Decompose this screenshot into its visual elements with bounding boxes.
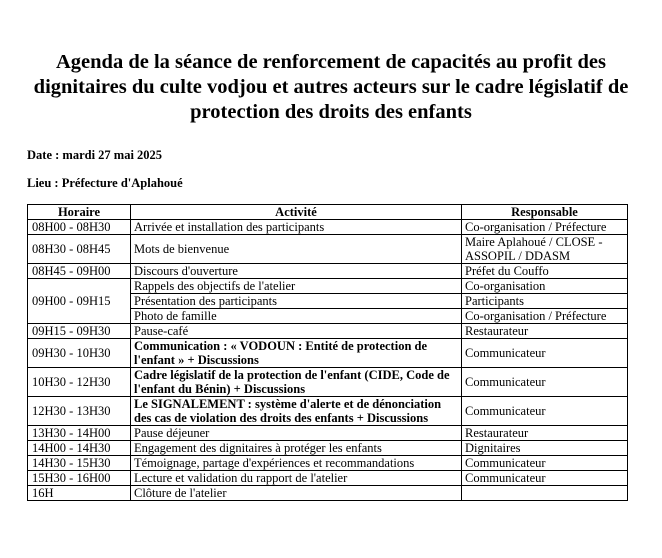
time-cell: 13H30 - 14H00	[28, 426, 131, 441]
table-row	[28, 471, 628, 486]
time-cell: 14H00 - 14H30	[28, 441, 131, 456]
responsible-cell	[462, 486, 628, 501]
time-cell: 09H15 - 09H30	[28, 324, 131, 339]
time-cell: 08H00 - 08H30	[28, 220, 131, 235]
activity-cell: Mots de bienvenue	[131, 235, 462, 264]
time-cell: 10H30 - 12H30	[28, 368, 131, 397]
time-cell: 15H30 - 16H00	[28, 471, 131, 486]
table-row	[28, 279, 628, 294]
activity-cell: Le SIGNALEMENT : système d'alerte et de dénonciation des cas de violation des droits des enfants + Discussions	[131, 397, 462, 426]
responsible-cell: Restaurateur	[462, 324, 628, 339]
table-row	[28, 235, 628, 264]
location-line: Lieu : Préfecture d'Aplahoué	[27, 176, 183, 190]
header-activite: Activité	[131, 205, 462, 220]
activity-cell: Discours d'ouverture	[131, 264, 462, 279]
activity-cell: Engagement des dignitaires à protéger les enfants	[131, 441, 462, 456]
responsible-cell: Restaurateur	[462, 426, 628, 441]
header-horaire: Horaire	[28, 205, 131, 220]
table-row	[28, 220, 628, 235]
responsible-cell: Préfet du Couffo	[462, 264, 628, 279]
table-row	[28, 339, 628, 368]
time-cell: 16H	[28, 486, 131, 501]
time-cell: 12H30 - 13H30	[28, 397, 131, 426]
header-responsable: Responsable	[462, 205, 628, 220]
table-row	[28, 426, 628, 441]
activity-cell: Cadre législatif de la protection de l'enfant (CIDE, Code de l'enfant du Bénin) + Discussions	[131, 368, 462, 397]
date-line: Date : mardi 27 mai 2025	[27, 148, 163, 162]
responsible-cell: Communicateur	[462, 456, 628, 471]
responsible-cell: Co-organisation	[462, 279, 628, 294]
table-header-row	[28, 205, 628, 220]
activity-cell: Témoignage, partage d'expériences et recommandations	[131, 456, 462, 471]
responsible-cell: Maire Aplahoué / CLOSE - ASSOPIL / DDASM	[462, 235, 628, 264]
table-row	[28, 397, 628, 426]
time-cell: 08H45 - 09H00	[28, 264, 131, 279]
responsible-cell: Participants	[462, 294, 628, 309]
table-row	[28, 456, 628, 471]
activity-cell: Photo de famille	[131, 309, 462, 324]
time-cell: 09H00 - 09H15	[28, 279, 131, 324]
activity-cell: Pause-café	[131, 324, 462, 339]
table-row	[28, 368, 628, 397]
activity-cell: Lecture et validation du rapport de l'atelier	[131, 471, 462, 486]
responsible-cell: Dignitaires	[462, 441, 628, 456]
table-row	[28, 486, 628, 501]
table-row	[28, 441, 628, 456]
table-row	[28, 324, 628, 339]
responsible-cell: Communicateur	[462, 471, 628, 486]
activity-cell: Rappels des objectifs de l'atelier	[131, 279, 462, 294]
responsible-cell: Communicateur	[462, 339, 628, 368]
time-cell: 14H30 - 15H30	[28, 456, 131, 471]
activity-cell: Pause déjeuner	[131, 426, 462, 441]
table-row	[28, 264, 628, 279]
activity-cell: Arrivée et installation des participants	[131, 220, 462, 235]
time-cell: 09H30 - 10H30	[28, 339, 131, 368]
agenda-table	[27, 204, 628, 501]
activity-cell: Communication : « VODOUN : Entité de protection de l'enfant » + Discussions	[131, 339, 462, 368]
responsible-cell: Co-organisation / Préfecture	[462, 220, 628, 235]
responsible-cell: Communicateur	[462, 397, 628, 426]
activity-cell: Clôture de l'atelier	[131, 486, 462, 501]
time-cell: 08H30 - 08H45	[28, 235, 131, 264]
responsible-cell: Co-organisation / Préfecture	[462, 309, 628, 324]
agenda-title: Agenda de la séance de renforcement de capacités au profit des dignitaires du culte vodjou et autres acteurs sur le cadre législatif de protection des droits des enfants	[33, 51, 629, 123]
activity-cell: Présentation des participants	[131, 294, 462, 309]
responsible-cell: Communicateur	[462, 368, 628, 397]
